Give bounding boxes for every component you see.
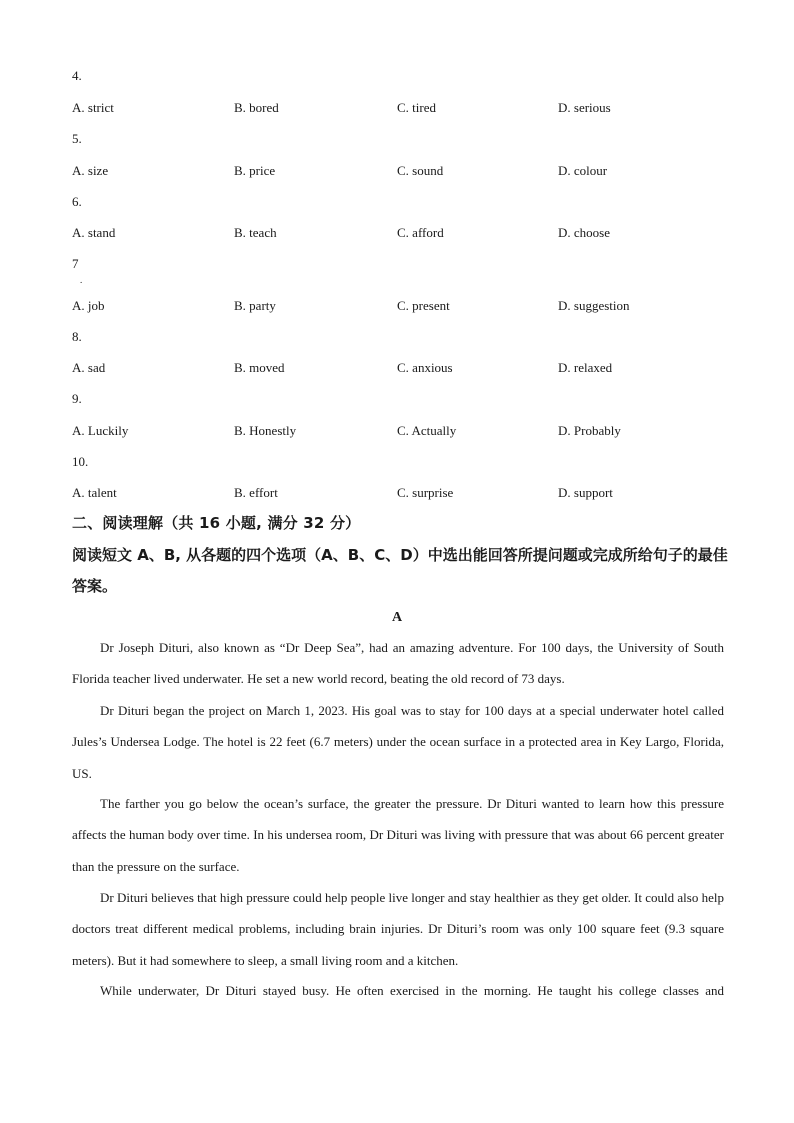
passage-paragraph: While underwater, Dr Dituri stayed busy. He often exercised in the morning. He taught his college classes and: [100, 983, 724, 998]
option-b: B. price: [234, 163, 276, 178]
question-number: 6.: [72, 194, 82, 209]
option-d: D. choose: [558, 225, 610, 240]
option-a: A. size: [72, 163, 109, 178]
option-b: B. bored: [234, 100, 279, 115]
question-number: 10.: [72, 454, 89, 469]
option-b: B. party: [234, 298, 276, 313]
option-c: C. anxious: [397, 360, 453, 375]
question-number: 7: [72, 256, 79, 271]
question-number: 9.: [72, 391, 82, 406]
option-d: D. serious: [558, 100, 611, 115]
question-number: 4.: [72, 68, 82, 83]
option-d: D. colour: [558, 163, 608, 178]
option-a: A. talent: [72, 485, 117, 500]
option-b: B. Honestly: [234, 423, 297, 438]
option-c: C. surprise: [397, 485, 454, 500]
passage-paragraph: Dr Joseph Dituri, also known as “Dr Deep Sea”, had an amazing adventure. For 100 days, the University of South Florida teacher lived underwater. He set a new world record, beating the old record of 73 days.: [72, 640, 724, 687]
passage-title: A: [391, 610, 403, 625]
option-c: C. present: [397, 298, 450, 313]
option-c: C. afford: [397, 225, 444, 240]
option-c: C. sound: [397, 163, 444, 178]
option-d: D. Probably: [558, 423, 621, 438]
section-heading: 二、阅读理解（共 16 小题, 满分 32 分）: [72, 514, 361, 532]
option-a: A. strict: [72, 100, 114, 115]
option-d: D. suggestion: [558, 298, 630, 313]
option-a: A. job: [72, 298, 105, 313]
option-b: B. moved: [234, 360, 285, 375]
passage-paragraph: The farther you go below the ocean’s surface, the greater the pressure. Dr Dituri wanted to learn how this pressure affects the human body over time. In his undersea room, Dr Dituri was living with pressure that was about 66 percent greater than the pressure on the surface.: [72, 796, 724, 874]
question-number: 5.: [72, 131, 82, 146]
question-number-dot: .: [80, 275, 83, 285]
option-d: D. relaxed: [558, 360, 613, 375]
option-b: B. teach: [234, 225, 277, 240]
question-number: 8.: [72, 329, 82, 344]
passage-paragraph: Dr Dituri believes that high pressure could help people live longer and stay healthier as they get older. It could also help doctors treat different medical problems, including brain injuries. Dr Dituri’s room was only 100 square feet (9.3 square meters). But it had somewhere to sleep, a small living room and a kitchen.: [72, 890, 724, 968]
option-a: A. stand: [72, 225, 116, 240]
option-c: C. Actually: [397, 423, 457, 438]
section-instruction: 阅读短文 A、B, 从各题的四个选项（A、B、C、D）中选出能回答所提问题或完成所给句子的最佳答案。: [72, 546, 728, 595]
option-d: D. support: [558, 485, 613, 500]
option-a: A. Luckily: [72, 423, 129, 438]
passage-paragraph: Dr Dituri began the project on March 1, 2023. His goal was to stay for 100 days at a special underwater hotel called Jules’s Undersea Lodge. The hotel is 22 feet (6.7 meters) under the ocean surface in a protected area in Key Largo, Florida, US.: [72, 703, 724, 781]
option-c: C. tired: [397, 100, 436, 115]
option-b: B. effort: [234, 485, 278, 500]
option-a: A. sad: [72, 360, 106, 375]
